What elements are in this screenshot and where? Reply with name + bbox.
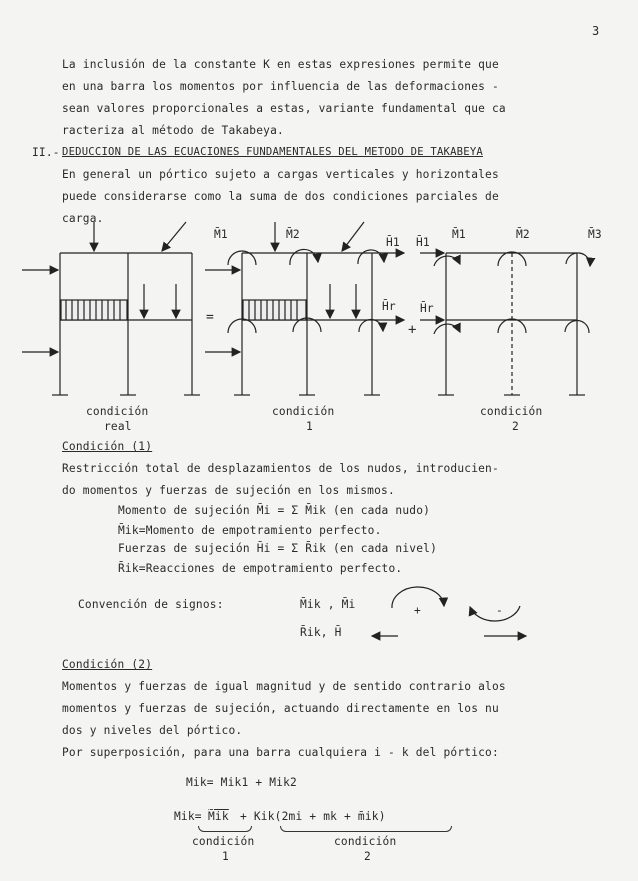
under-cond2-1: condición — [334, 835, 397, 848]
intro-line-4: racteriza al método de Takabeya. — [62, 124, 284, 137]
equation-expanded-rhs: + Kik(2mi + mk + m̄ik) — [240, 810, 386, 823]
frame-condicion-2 — [420, 252, 590, 395]
equation-expanded-lhs: Mik= — [174, 810, 202, 823]
cond2-line-2: momentos y fuerzas de sujeción, actuando directamente en los nu — [62, 702, 499, 715]
section-line-2: puede considerarse como la suma de dos condiciones parciales de — [62, 190, 499, 203]
label-m1-c2: M̄1 — [452, 228, 466, 241]
sign-minus: - — [496, 604, 503, 617]
cond1-def-3: Fuerzas de sujeción H̄i = Σ R̄ik (en cada nivel) — [118, 542, 438, 555]
page-number: 3 — [592, 24, 600, 38]
cond1-line-1: Restricción total de desplazamientos de los nudos, introducien- — [62, 462, 499, 475]
label-m1-c1: M̄1 — [214, 228, 228, 241]
section-title: DEDUCCION DE LAS ECUACIONES FUNDAMENTALES DEL METODO DE TAKABEYA — [62, 146, 483, 158]
cond1-title: Condición (1) — [62, 440, 153, 453]
label-m2-c2: M̄2 — [516, 228, 530, 241]
section-line-1: En general un pórtico sujeto a cargas verticales y horizontales — [62, 168, 499, 181]
cond2-line-1: Momentos y fuerzas de igual magnitud y de sentido contrario alos — [62, 680, 506, 693]
caption-real-2: real — [104, 420, 132, 433]
cond2-line-3: dos y niveles del pórtico. — [62, 724, 243, 737]
label-m3-c2: M̄3 — [588, 228, 602, 241]
section-line-3: carga. — [62, 212, 104, 225]
equation-expanded-mik: M̄ik — [208, 810, 229, 823]
label-h1-c2: H̄1 — [416, 236, 430, 249]
caption-c2-1: condición — [480, 405, 543, 418]
cond1-def-2: M̄ik=Momento de empotramiento perfecto. — [118, 524, 382, 537]
label-hr-c1: H̄r — [382, 300, 396, 313]
section-number: II.- — [32, 146, 60, 159]
intro-line-2: en una barra los momentos por influencia de las deformaciones - — [62, 80, 499, 93]
intro-line-1: La inclusión de la constante K en estas expresiones permite que — [62, 58, 499, 71]
sign-convention-label: Convención de signos: — [78, 598, 224, 611]
cond2-title: Condición (2) — [62, 658, 153, 671]
sign-convention-forces: R̄ik, H̄ — [300, 626, 342, 639]
label-hr-c2: H̄r — [420, 302, 434, 315]
label-m2-c1: M̄2 — [286, 228, 300, 241]
equals-sign: = — [206, 310, 215, 325]
cond2-line-4: Por superposición, para una barra cualquiera i - k del pórtico: — [62, 746, 499, 759]
caption-c1-2: 1 — [306, 420, 313, 433]
equation-superposition: Mik= Mik1 + Mik2 — [186, 776, 297, 789]
frame-real — [22, 222, 200, 395]
caption-real-1: condición — [86, 405, 149, 418]
sign-convention-moments: M̄ik , M̄i — [300, 598, 356, 611]
cond1-line-2: do momentos y fuerzas de sujeción en los mismos. — [62, 484, 395, 497]
caption-c2-2: 2 — [512, 420, 519, 433]
cond1-def-1: Momento de sujeción M̄i = Σ M̄ik (en cada nudo) — [118, 504, 431, 517]
plus-sign: + — [408, 322, 417, 338]
label-h1-c1: H̄1 — [386, 236, 400, 249]
sign-plus: + — [414, 604, 421, 617]
intro-line-3: sean valores proporcionales a estas, variante fundamental que ca — [62, 102, 506, 115]
under-cond2-2: 2 — [364, 850, 371, 863]
under-cond1-2: 1 — [222, 850, 229, 863]
frame-condicion-1 — [205, 222, 404, 395]
brace-cond1 — [198, 826, 252, 832]
brace-cond2 — [280, 826, 452, 832]
under-cond1-1: condición — [192, 835, 255, 848]
cond1-def-4: R̄ik=Reacciones de empotramiento perfecto. — [118, 562, 403, 575]
caption-c1-1: condición — [272, 405, 335, 418]
